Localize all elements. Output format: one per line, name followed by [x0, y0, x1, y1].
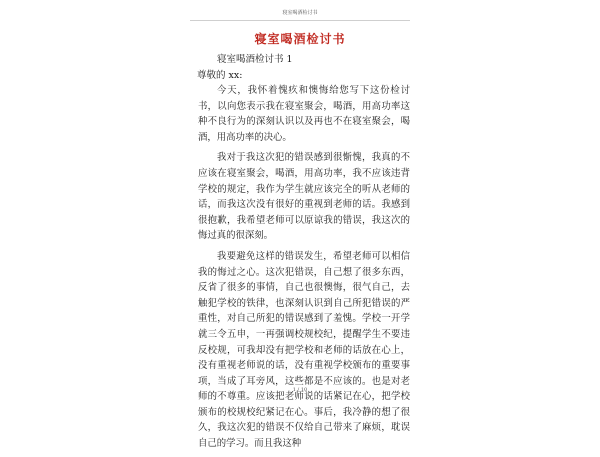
document-body: [198, 83, 410, 457]
paragraph: 我要避免这样的错误发生，希望老师可以相信我的悔过之心。这次犯错误，自己想了很多东西，反省了很多的事情，自己也很懊悔，很气自己，去触犯学校的铁律，也深刻认识到自己所犯错误的严重性，对自己所犯的错误感到了羞愧。学校一开学就三令五申，一再强调校规校纪，提醒学生不要违反校规，可我却没有把学校和老师的话放在心上，没有重视老师说的话，没有重视学校颁布的重要事项，当成了耳旁风，这些都是不应该的。也是对老师的不尊重。应该把老师说的话紧记在心，把学校颁布的校规校纪紧记在心。事后，我冷静的想了很久，我这次犯的错误不仅给自己带来了麻烦，耽误自己的学习。而且我这种: [198, 250, 410, 450]
page-header: 寝室喝酒检讨书: [282, 10, 318, 16]
paragraph: 今天，我怀着愧疚和懊悔给您写下这份检讨书，以向您表示我在寝室聚会，喝酒，用高功率这种不良行为的深刻认识以及再也不在寝室聚会，喝酒，用高功率的决心。: [198, 85, 410, 143]
document-subtitle: 寝室喝酒检讨书 1: [217, 54, 293, 65]
page-number: 1 / 10: [292, 387, 308, 393]
paragraph: 我对于我这次犯的错误感到很惭愧，我真的不应该在寝室聚会，喝酒，用高功率，我不应该违背学校的规定，我作为学生就应该完全的听从老师的话，而我这次没有很好的重视到老师的话。我感到很抱歉，我希望老师可以原谅我的错误，我这次的悔过真的很深刻。: [198, 152, 410, 242]
document-title: 寝室喝酒检讨书: [254, 32, 346, 46]
salutation: 尊敬的 xx:: [197, 70, 243, 81]
header-divider: [190, 20, 410, 21]
